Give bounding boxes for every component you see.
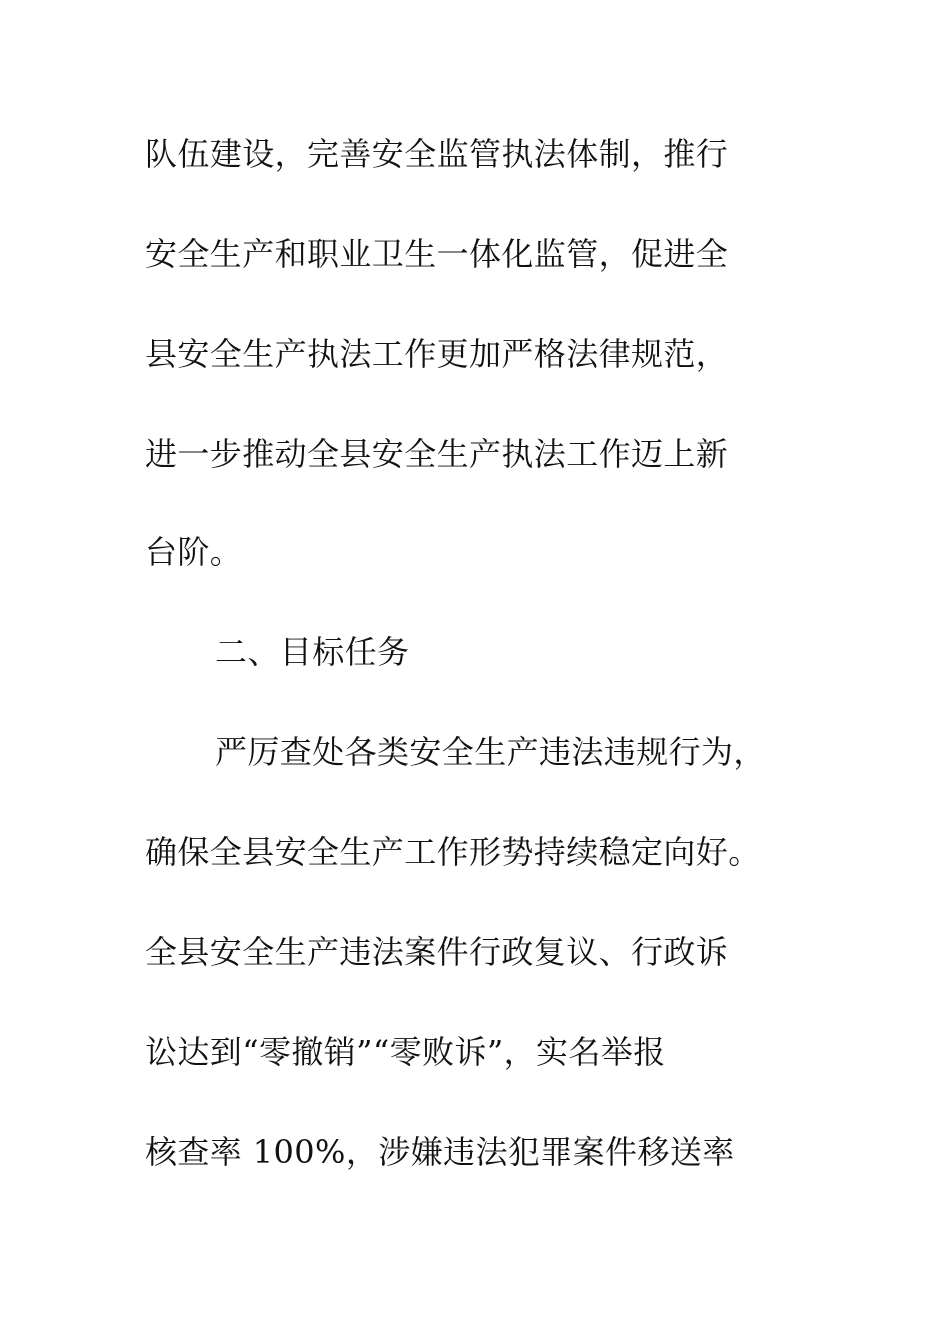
paragraph-line: 核查率 100%，涉嫌违法犯罪案件移送率: [145, 1133, 735, 1171]
paragraph-line: 台阶。: [145, 533, 243, 571]
paragraph-line: 队伍建设，完善安全监管执法体制，推行: [145, 135, 729, 173]
paragraph-line: 确保全县安全生产工作形势持续稳定向好。: [145, 833, 761, 871]
paragraph-line: 全县安全生产违法案件行政复议、行政诉: [145, 933, 729, 971]
paragraph-line: 讼达到“零撤销”“零败诉”，实名举报: [145, 1033, 666, 1071]
paragraph-line: 进一步推动全县安全生产执法工作迈上新: [145, 435, 729, 473]
paragraph-line: 严厉查处各类安全生产违法违规行为，: [215, 733, 766, 771]
paragraph-line: 安全生产和职业卫生一体化监管，促进全: [145, 235, 729, 273]
paragraph-line: 县安全生产执法工作更加严格法律规范，: [145, 335, 729, 373]
section-heading: 二、目标任务: [215, 633, 410, 671]
